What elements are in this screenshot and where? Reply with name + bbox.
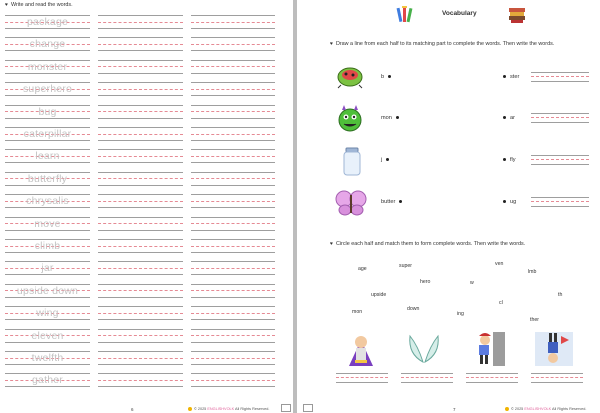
writing-line[interactable] bbox=[98, 103, 183, 125]
writing-line[interactable] bbox=[98, 215, 183, 237]
trace-word-cell bbox=[5, 125, 90, 147]
trace-word-cell bbox=[5, 35, 90, 57]
tracing-row bbox=[5, 125, 275, 147]
tracing-row bbox=[5, 80, 275, 102]
trace-word: twelfth bbox=[31, 352, 64, 364]
writing-line[interactable] bbox=[191, 215, 275, 237]
left-half[interactable]: mon bbox=[381, 115, 399, 121]
monster-picture bbox=[333, 104, 367, 134]
tracing-row bbox=[5, 35, 275, 57]
match-instruction: ♥ Draw a line from each half to its matching part to complete the words. Then write the words. bbox=[330, 41, 555, 47]
writing-line[interactable] bbox=[98, 13, 183, 35]
copyright: © 2025 ENGLISHVOLK All Rights Reserved. bbox=[505, 407, 586, 411]
logo-icon bbox=[188, 407, 192, 411]
trace-word-cell bbox=[5, 192, 90, 214]
bug-picture bbox=[335, 63, 365, 89]
page-number: 6 bbox=[131, 407, 134, 412]
trace-word: package bbox=[26, 16, 69, 28]
trace-word: chrysalis bbox=[26, 195, 69, 208]
writing-line[interactable] bbox=[191, 35, 275, 57]
trace-word-cell bbox=[5, 147, 90, 169]
trace-word-cell bbox=[5, 304, 90, 326]
word-fragment[interactable]: ven bbox=[495, 261, 504, 267]
wings-picture bbox=[404, 332, 444, 368]
trace-word-cell bbox=[5, 259, 90, 281]
word-fragment[interactable]: ing bbox=[457, 311, 464, 317]
superhero-picture bbox=[343, 332, 379, 368]
upside-down-picture bbox=[533, 330, 575, 368]
tracing-row bbox=[5, 349, 275, 371]
writing-line[interactable] bbox=[98, 147, 183, 169]
trace-word-cell bbox=[5, 13, 90, 35]
tracing-row bbox=[5, 371, 275, 393]
writing-line[interactable] bbox=[98, 58, 183, 80]
writing-line[interactable] bbox=[191, 259, 275, 281]
writing-line[interactable] bbox=[98, 80, 183, 102]
climbing-girl-picture bbox=[469, 330, 509, 368]
answer-line[interactable] bbox=[531, 196, 589, 210]
writing-line[interactable] bbox=[191, 125, 275, 147]
right-half[interactable]: ster bbox=[503, 74, 519, 80]
trace-word-cell bbox=[5, 349, 90, 371]
writing-line[interactable] bbox=[98, 170, 183, 192]
writing-line[interactable] bbox=[191, 282, 275, 304]
word-fragment[interactable]: hero bbox=[420, 279, 431, 285]
writing-line[interactable] bbox=[191, 147, 275, 169]
tracing-row bbox=[5, 58, 275, 80]
word-fragment[interactable]: w bbox=[470, 280, 474, 286]
writing-line[interactable] bbox=[98, 125, 183, 147]
word-fragment[interactable]: th bbox=[558, 292, 563, 298]
trace-word-cell bbox=[5, 170, 90, 192]
word-fragment[interactable]: ther bbox=[530, 317, 539, 323]
writing-line[interactable] bbox=[98, 35, 183, 57]
word-fragment[interactable]: upside bbox=[371, 292, 387, 298]
tracing-row bbox=[5, 259, 275, 281]
heart-bullet-icon: ♥ bbox=[5, 2, 8, 8]
heart-bullet-icon: ♥ bbox=[330, 241, 333, 247]
corner-box bbox=[281, 404, 291, 412]
trace-word-cell bbox=[5, 237, 90, 259]
trace-word: upside down bbox=[16, 284, 79, 297]
writing-line[interactable] bbox=[191, 304, 275, 326]
right-half[interactable]: ug bbox=[503, 199, 516, 205]
trace-word: learn bbox=[35, 150, 60, 163]
writing-line[interactable] bbox=[98, 349, 183, 371]
tracing-row bbox=[5, 103, 275, 125]
writing-line[interactable] bbox=[98, 282, 183, 304]
trace-word: wing bbox=[36, 307, 59, 320]
tracing-row bbox=[5, 147, 275, 169]
word-fragment[interactable]: cl bbox=[499, 300, 503, 306]
trace-word: change bbox=[29, 38, 66, 51]
left-half[interactable]: j bbox=[381, 157, 389, 163]
right-half[interactable]: ar bbox=[503, 115, 515, 121]
trace-word: climb bbox=[34, 240, 61, 252]
trace-word: caterpillar bbox=[23, 128, 72, 140]
writing-line[interactable] bbox=[191, 349, 275, 371]
jar-picture bbox=[342, 147, 362, 177]
answer-line[interactable] bbox=[336, 372, 388, 386]
trace-word: monster bbox=[27, 60, 68, 73]
answer-line[interactable] bbox=[531, 71, 589, 85]
trace-word-cell bbox=[5, 215, 90, 237]
writing-line[interactable] bbox=[98, 259, 183, 281]
word-fragment[interactable]: mon bbox=[352, 309, 363, 315]
writing-line[interactable] bbox=[191, 170, 275, 192]
page-title: Vocabulary bbox=[442, 10, 477, 17]
writing-line[interactable] bbox=[98, 327, 183, 349]
writing-line[interactable] bbox=[98, 237, 183, 259]
trace-word-cell bbox=[5, 58, 90, 80]
corner-box bbox=[303, 404, 313, 412]
trace-word: bug bbox=[38, 105, 57, 118]
trace-word: superhero bbox=[22, 83, 73, 96]
trace-word: jar bbox=[41, 262, 54, 275]
page-number: 7 bbox=[453, 407, 456, 412]
trace-word: butterfly bbox=[27, 172, 68, 185]
trace-word-cell bbox=[5, 103, 90, 125]
trace-word-cell bbox=[5, 282, 90, 304]
books-icon bbox=[508, 4, 526, 24]
pencils-icon bbox=[396, 4, 414, 24]
left-half[interactable]: b bbox=[381, 74, 391, 80]
writing-line[interactable] bbox=[98, 304, 183, 326]
writing-line[interactable] bbox=[98, 192, 183, 214]
word-fragment[interactable]: super bbox=[399, 263, 412, 269]
butterfly-picture bbox=[335, 189, 367, 217]
tracing-row bbox=[5, 327, 275, 349]
tracing-row bbox=[5, 282, 275, 304]
tracing-row bbox=[5, 192, 275, 214]
writing-line[interactable] bbox=[191, 13, 275, 35]
tracing-row bbox=[5, 215, 275, 237]
answer-line[interactable] bbox=[531, 154, 589, 168]
write-instruction: ♥ Write and read the words. bbox=[5, 2, 73, 8]
left-half[interactable]: butter bbox=[381, 199, 402, 205]
circle-instruction: ♥ Circle each half and match them to form complete words. Then write the words. bbox=[330, 241, 526, 247]
trace-word-cell bbox=[5, 80, 90, 102]
writing-line[interactable] bbox=[191, 103, 275, 125]
writing-line[interactable] bbox=[191, 237, 275, 259]
right-half[interactable]: fly bbox=[503, 157, 516, 163]
writing-line[interactable] bbox=[191, 327, 275, 349]
trace-word: eleven bbox=[31, 329, 64, 342]
writing-line[interactable] bbox=[191, 371, 275, 393]
trace-word: gather bbox=[32, 374, 63, 387]
trace-word-cell bbox=[5, 327, 90, 349]
left-page bbox=[0, 0, 293, 413]
trace-word-cell bbox=[5, 371, 90, 393]
writing-line[interactable] bbox=[191, 80, 275, 102]
answer-line[interactable] bbox=[466, 372, 518, 386]
tracing-row bbox=[5, 170, 275, 192]
tracing-row bbox=[5, 237, 275, 259]
writing-line[interactable] bbox=[191, 192, 275, 214]
logo-icon bbox=[505, 407, 509, 411]
writing-line[interactable] bbox=[98, 371, 183, 393]
tracing-row bbox=[5, 13, 275, 35]
answer-line[interactable] bbox=[401, 372, 453, 386]
copyright: © 2025 ENGLISHVOLK All Rights Reserved. bbox=[188, 407, 269, 411]
answer-line[interactable] bbox=[531, 112, 589, 126]
word-fragment[interactable]: down bbox=[407, 306, 420, 312]
writing-line[interactable] bbox=[191, 58, 275, 80]
word-fragment[interactable]: age bbox=[358, 266, 367, 272]
trace-word: move bbox=[34, 217, 61, 230]
heart-bullet-icon: ♥ bbox=[330, 41, 333, 47]
word-fragment[interactable]: lmb bbox=[528, 269, 537, 275]
tracing-row bbox=[5, 304, 275, 326]
answer-line[interactable] bbox=[531, 372, 583, 386]
